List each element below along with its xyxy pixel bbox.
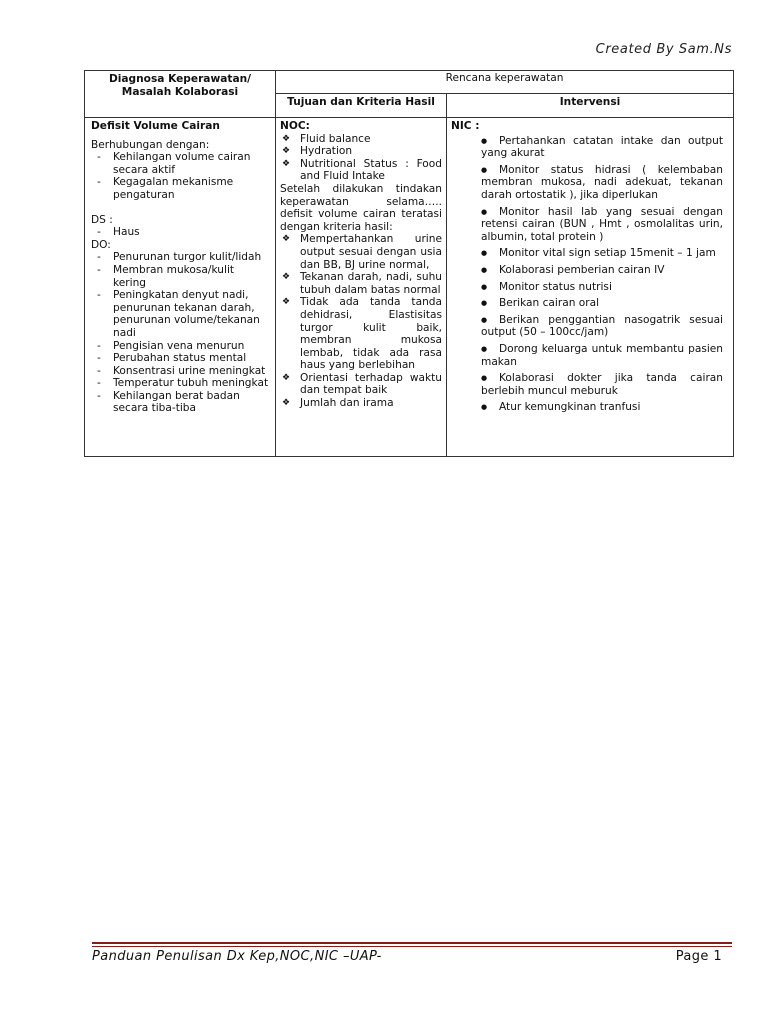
- intervention-header: Intervensi: [447, 93, 734, 117]
- list-item: ● Monitor status hidrasi ( kelembaban membran mukosa, nadi adekuat, tekanan darah ortostatik ), jika diperlukan: [451, 164, 723, 202]
- list-item: ❖ Nutritional Status : Food and Fluid Intake: [280, 158, 442, 183]
- list-item: ● Berikan penggantian nasogatrik sesuai output (50 – 100cc/jam): [451, 314, 723, 339]
- ds-list: [91, 226, 269, 239]
- diagnosis-header-line2: Masalah Kolaborasi: [121, 85, 239, 98]
- list-item: - Haus: [91, 226, 269, 239]
- header-credit: Created By Sam.Ns: [595, 42, 732, 57]
- outcome-intro: Setelah dilakukan tindakan keperawatan selama….. defisit volume cairan teratasi dengan kriteria hasil:: [280, 182, 442, 233]
- list-item: - Konsentrasi urine meningkat: [91, 365, 269, 378]
- list-item: ● Monitor vital sign setiap 15menit – 1 jam: [451, 247, 723, 260]
- diagnosis-title: Defisit Volume Cairan: [91, 120, 220, 132]
- related-to-list: [91, 151, 269, 201]
- intervention-cell: [447, 118, 734, 457]
- list-item: ❖ Jumlah dan irama: [280, 397, 442, 410]
- list-item: - Perubahan status mental: [91, 352, 269, 365]
- list-item: ● Dorong keluarga untuk membantu pasien makan: [451, 343, 723, 368]
- do-label: DO:: [91, 238, 111, 251]
- list-item: - Pengisian vena menurun: [91, 340, 269, 353]
- page-number: Page 1: [675, 949, 722, 964]
- ds-label: DS :: [91, 213, 113, 226]
- diagnosis-header-line1: Diagnosa Keperawatan/: [108, 73, 252, 85]
- list-item: ● Atur kemungkinan tranfusi: [451, 401, 723, 414]
- footer-divider-thin: [92, 946, 732, 947]
- list-item: ❖ Tekanan darah, nadi, suhu tubuh dalam batas normal: [280, 271, 442, 296]
- list-item: - Temperatur tubuh meningkat: [91, 377, 269, 390]
- care-plan-header: Rencana keperawatan: [276, 71, 734, 94]
- footer-document-title: Panduan Penulisan Dx Kep,NOC,NIC –UAP-: [92, 949, 382, 964]
- criteria-list: [280, 233, 442, 409]
- diagnosis-column-header: [85, 71, 276, 118]
- list-item: - Kegagalan mekanisme pengaturan: [91, 176, 269, 201]
- list-item: ● Pertahankan catatan intake dan output yang akurat: [451, 135, 723, 160]
- list-item: ❖ Hydration: [280, 145, 442, 158]
- list-item: - Membran mukosa/kulit kering: [91, 264, 269, 289]
- nic-list: [451, 135, 723, 414]
- list-item: ● Berikan cairan oral: [451, 297, 723, 310]
- outcome-cell: [276, 118, 447, 457]
- noc-label: NOC:: [280, 120, 310, 132]
- list-item: ❖ Fluid balance: [280, 133, 442, 146]
- noc-list: [280, 133, 442, 183]
- related-to-label: Berhubungan dengan:: [91, 138, 210, 151]
- table-header-row: [85, 71, 734, 94]
- do-list: [91, 251, 269, 415]
- list-item: - Kehilangan volume cairan secara aktif: [91, 151, 269, 176]
- list-item: ❖ Orientasi terhadap waktu dan tempat baik: [280, 372, 442, 397]
- footer-divider: [92, 942, 732, 944]
- table-row: [85, 118, 734, 457]
- nursing-care-plan-table: [84, 70, 734, 457]
- list-item: ● Kolaborasi dokter jika tanda cairan berlebih muncul meburuk: [451, 372, 723, 397]
- list-item: ❖ Mempertahankan urine output sesuai dengan usia dan BB, BJ urine normal,: [280, 233, 442, 271]
- list-item: ● Kolaborasi pemberian cairan IV: [451, 264, 723, 277]
- list-item: ❖ Tidak ada tanda tanda dehidrasi, Elastisitas turgor kulit baik, membran mukosa lembab, tidak ada rasa haus yang berlebihan: [280, 296, 442, 372]
- list-item: - Kehilangan berat badan secara tiba-tiba: [91, 390, 269, 415]
- nic-label: NIC :: [451, 120, 480, 132]
- outcome-criteria-header: Tujuan dan Kriteria Hasil: [276, 93, 447, 117]
- diagnosis-cell: [85, 118, 276, 457]
- list-item: - Peningkatan denyut nadi, penurunan tekanan darah, penurunan volume/tekanan nadi: [91, 289, 269, 339]
- list-item: - Penurunan turgor kulit/lidah: [91, 251, 269, 264]
- list-item: ● Monitor status nutrisi: [451, 281, 723, 294]
- list-item: ● Monitor hasil lab yang sesuai dengan retensi cairan (BUN , Hmt , osmolalitas urin, albumin, total protein ): [451, 206, 723, 244]
